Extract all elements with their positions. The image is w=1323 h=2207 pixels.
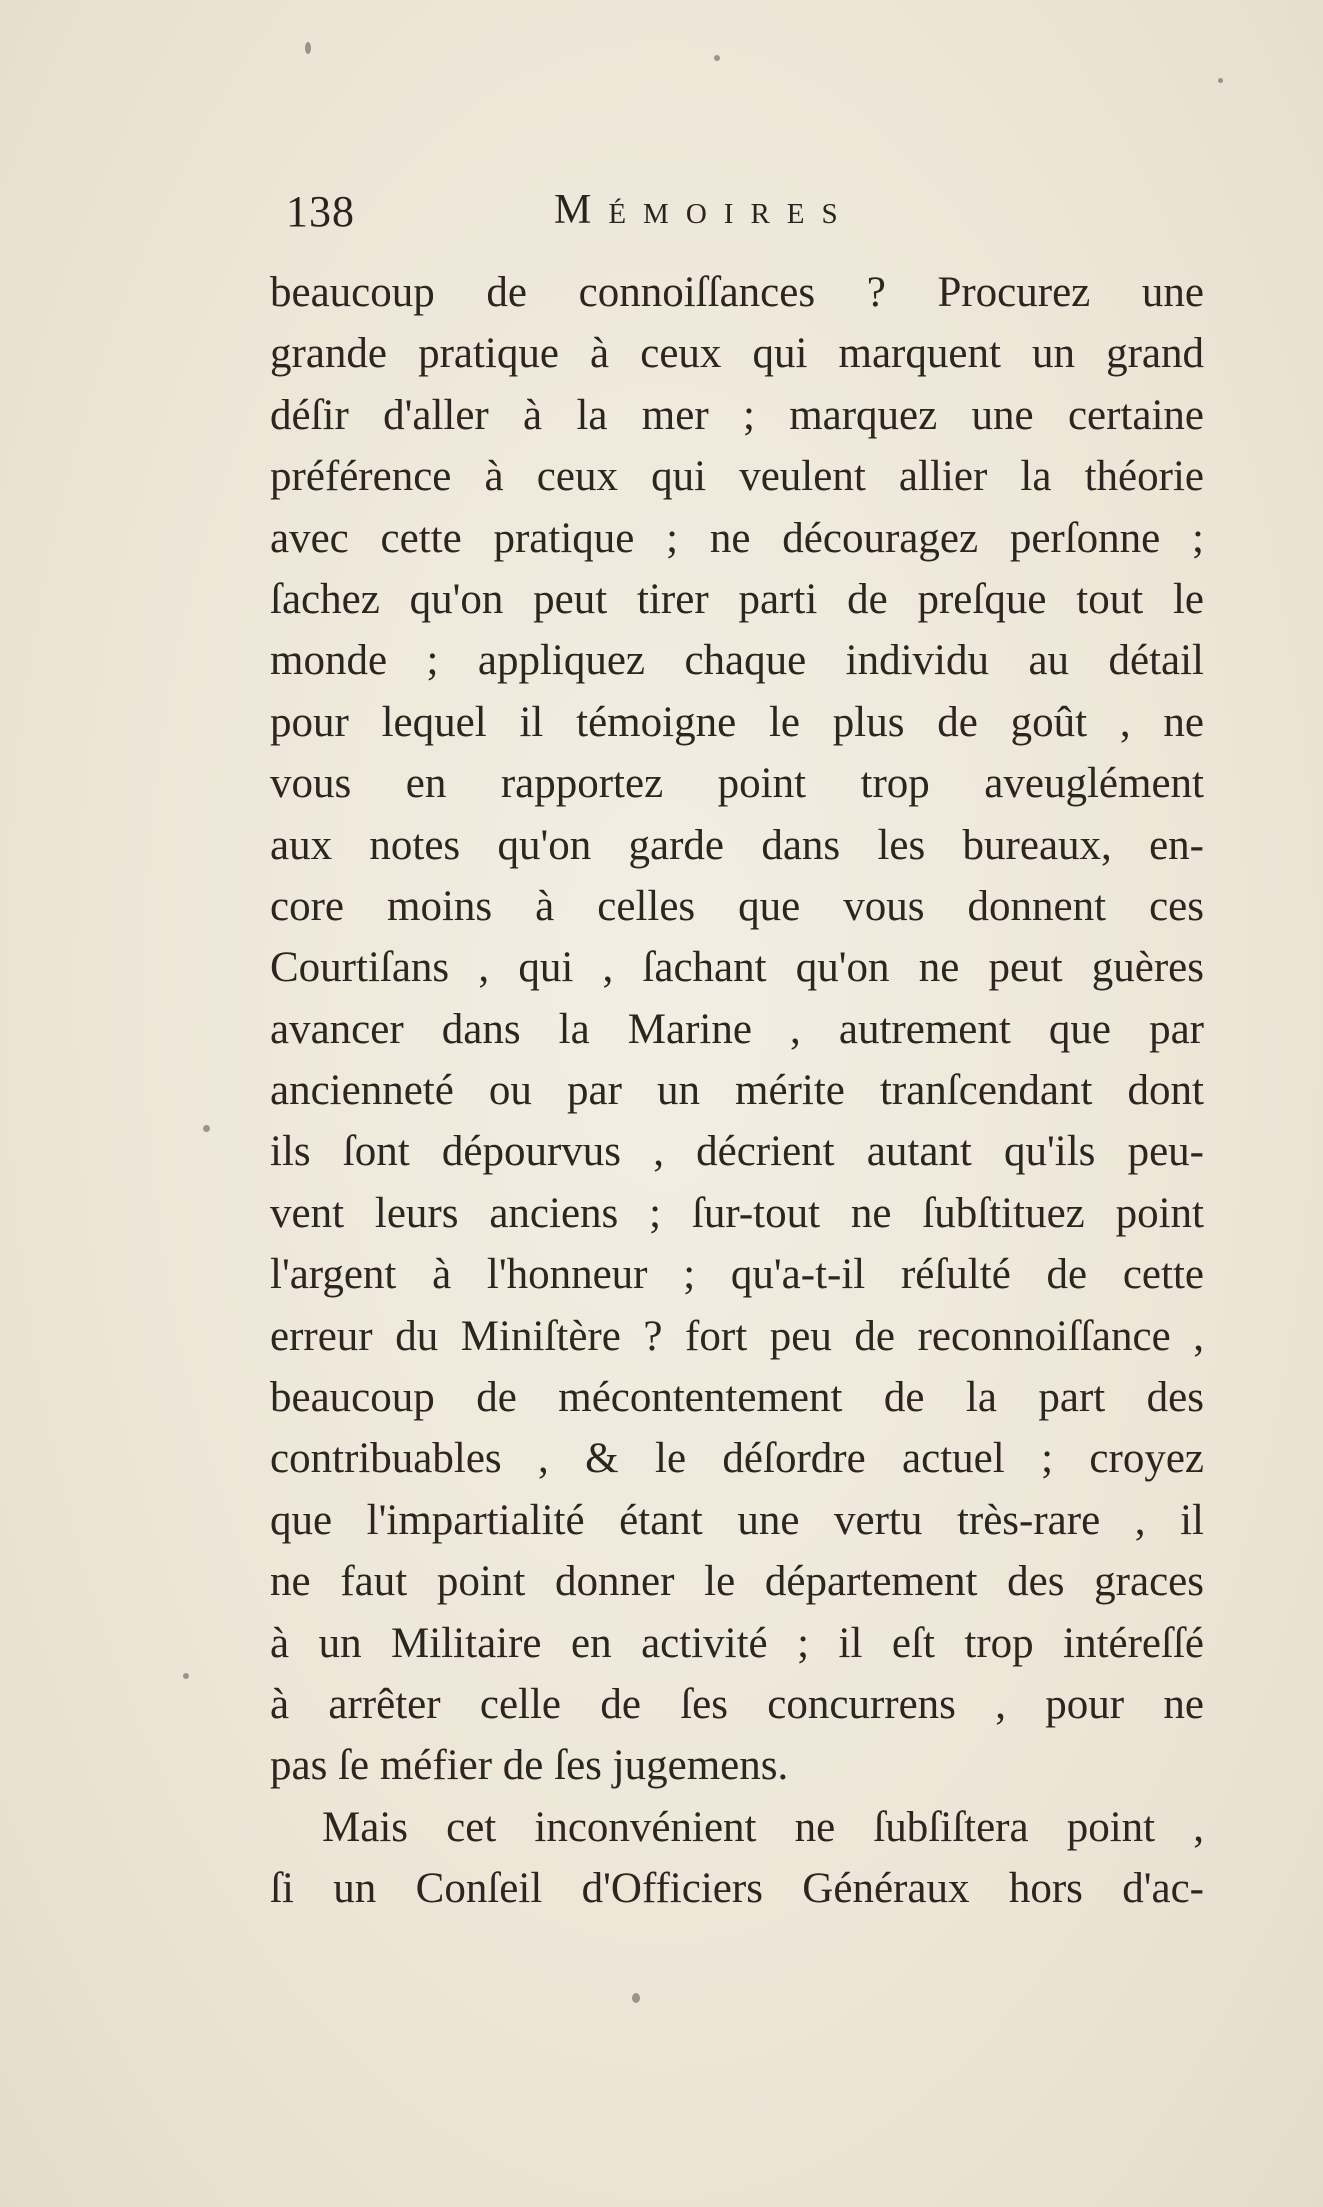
text-line: ils ſont dépourvus , décrient autant qu'ils peu- [270,1128,1204,1176]
ink-speck [632,1993,640,2003]
text-line: Courtiſans , qui , ſachant qu'on ne peut guères [270,944,1204,992]
text-line: vous en rapportez point trop aveuglément [270,760,1204,808]
ink-speck [1218,78,1223,83]
text-line: ſachez qu'on peut tirer parti de preſque tout le [270,575,1204,623]
text-line: vent leurs anciens ; ſur-tout ne ſubſtituez point [270,1189,1204,1237]
text-line: pas ſe méfier de ſes jugemens. [270,1742,789,1790]
text-line: ne faut point donner le département des graces [270,1558,1204,1606]
body-text [270,262,1204,1920]
text-line: préférence à ceux qui veulent allier la théorie [270,453,1204,501]
ink-speck [183,1673,189,1679]
running-head [262,182,1210,246]
text-line: beaucoup de connoiſſances ? Procurez une [270,269,1204,316]
text-line: avancer dans la Marine , autrement que par [270,1005,1204,1053]
running-head-title: Mémoires [554,187,855,233]
text-line: aux notes qu'on garde dans les bureaux, en- [270,821,1204,869]
text-line: Mais cet inconvénient ne ſubſiſtera point , [322,1803,1204,1851]
ink-speck [305,42,311,54]
text-line: beaucoup de mécontentement de la part des [270,1374,1204,1422]
text-line: pour lequel il témoigne le plus de goût , ne [270,698,1204,746]
text-line: grande pratique à ceux qui marquent un grand [270,330,1204,378]
text-line: l'argent à l'honneur ; qu'a-t-il réſulté de cette [270,1251,1204,1299]
text-line: à un Militaire en activité ; il eſt trop intéreſſé [270,1619,1204,1667]
text-line: ancienneté ou par un mérite tranſcendant dont [270,1067,1204,1115]
text-line: contribuables , & le déſordre actuel ; croyez [270,1435,1204,1483]
page-number: 138 [286,187,355,236]
text-line: déſir d'aller à la mer ; marquez une certaine [270,391,1204,439]
text-line: erreur du Miniſtère ? fort peu de reconnoiſſance , [270,1312,1204,1360]
text-line: core moins à celles que vous donnent ces [270,882,1204,930]
ink-speck [714,55,720,61]
text-line: ſi un Conſeil d'Officiers Généraux hors d'ac- [270,1865,1204,1913]
ink-speck [203,1125,210,1132]
text-line: que l'impartialité étant une vertu très-rare , il [270,1496,1204,1544]
text-line: avec cette pratique ; ne découragez perſonne ; [270,514,1204,562]
text-line: à arrêter celle de ſes concurrens , pour ne [270,1680,1204,1728]
text-line: monde ; appliquez chaque individu au détail [270,637,1204,685]
